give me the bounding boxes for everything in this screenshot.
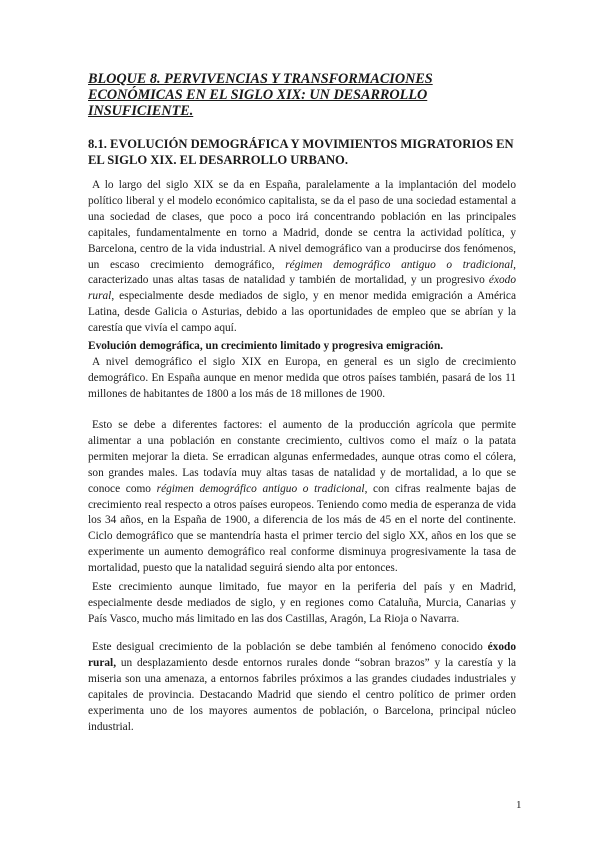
evolution-text: A nivel demográfico el siglo XIX en Europa, en general es un siglo de crecimiento demográfico. En España aunque en menor medida que otros países también, pasará de los 11 millones de habitantes de 1800 a los más de 18 millones de 1900. [88,355,516,400]
intro-text-3: , especialmente desde mediados de siglo, y en menor medida emigración a América Latina, desde Galicia o Asturias, debido a las oportunidades de empleo que se abrían y la carestía que vivía el campo aquí. [88,290,516,335]
bloque-title: BLOQUE 8. PERVIVENCIAS Y TRANSFORMACIONES ECONÓMICAS EN EL SIGLO XIX: UN DESARROLLO INSUFICIENTE. [88,71,433,119]
factors-text-2: , con cifras realmente bajas de crecimiento real respecto a otros países europeos. Teniendo como media de esperanza de vida los 34 años, en la España de 1900, a diferencia de los más de 45 en el norte del continente. Ciclo demográfico que se mantendría hasta el primer tercio del siglo XX, años en los que se experimente un aumento demográfico real conforme disminuya progresivamente la tasa de mortalidad, puesto que la natalidad seguirá siendo alta por entonces. [88,482,516,575]
exodus-text-2: un desplazamiento desde entornos rurales donde “sobran brazos” y la carestía y la miseria son una amenaza, a entornos fabriles próximos a las grandes ciudades industriales y capitales de provincia. Destacando Madrid que siendo el centro político de primer orden experimenta uno de los mayores aumentos de población, o Barcelona, principal núcleo industrial. [88,656,516,733]
page-number: 1 [516,799,522,811]
exodus-text-1: Este desigual crecimiento de la población se debe también al fenómeno conocido [92,641,488,653]
factors-text-1: Esto se debe a diferentes factores: el aumento de la producción agrícola que permite alimentar a una población en constante crecimiento, cultivos como el maíz o la patata permiten mejorar la dieta. Se erradican algunas enfermedades, aunque otras como el cólera, son grandes males. Las todavía muy altas tasas de natalidad y de mortalidad, a lo que se conoce como [88,419,516,495]
factors-italic-1: régimen demográfico antiguo o tradicional [156,482,365,495]
exodus-bold-1: éxodo rural, [88,641,516,669]
intro-italic-2: éxodo rural [88,274,516,303]
evolution-paragraph [88,339,516,403]
evolution-heading: Evolución demográfica, un crecimiento limitado y progresiva emigración. [88,340,444,352]
periphery-text: Este crecimiento aunque limitado, fue mayor en la periferia del país y en Madrid, especialmente desde mediados de siglo, y en regiones como Cataluña, Murcia, Canarias y País Vasco, mucho más limitado en las dos Castillas, Aragón, La Rioja o Navarra. [88,581,516,625]
section-title: 8.1. EVOLUCIÓN DEMOGRÁFICA Y MOVIMIENTOS MIGRATORIOS EN EL SIGLO XIX. EL DESARROLLO URBANO. [88,137,514,167]
periphery-paragraph [88,580,516,628]
intro-paragraph [88,178,516,337]
intro-text-1: A lo largo del siglo XIX se da en España, paralelamente a la implantación del modelo político liberal y el modelo económico capitalista, se da el paso de una sociedad estamental a una sociedad de clases, que poco a poco irá concentrando población en las principales capitales, fundamentalmente en torno a Madrid, donde se centra la actividad política, y Barcelona, centro de la vida industrial. A nivel demográfico van a producirse dos fenómenos, un escaso crecimiento demográfico, [88,179,516,271]
exodus-paragraph [88,640,516,735]
intro-italic-1: régimen demográfico antiguo o tradicional, [285,258,516,271]
factors-paragraph [88,418,516,577]
intro-text-2: caracterizado unas altas tasas de natalidad y también de mortalidad, y un progresivo [88,274,489,287]
